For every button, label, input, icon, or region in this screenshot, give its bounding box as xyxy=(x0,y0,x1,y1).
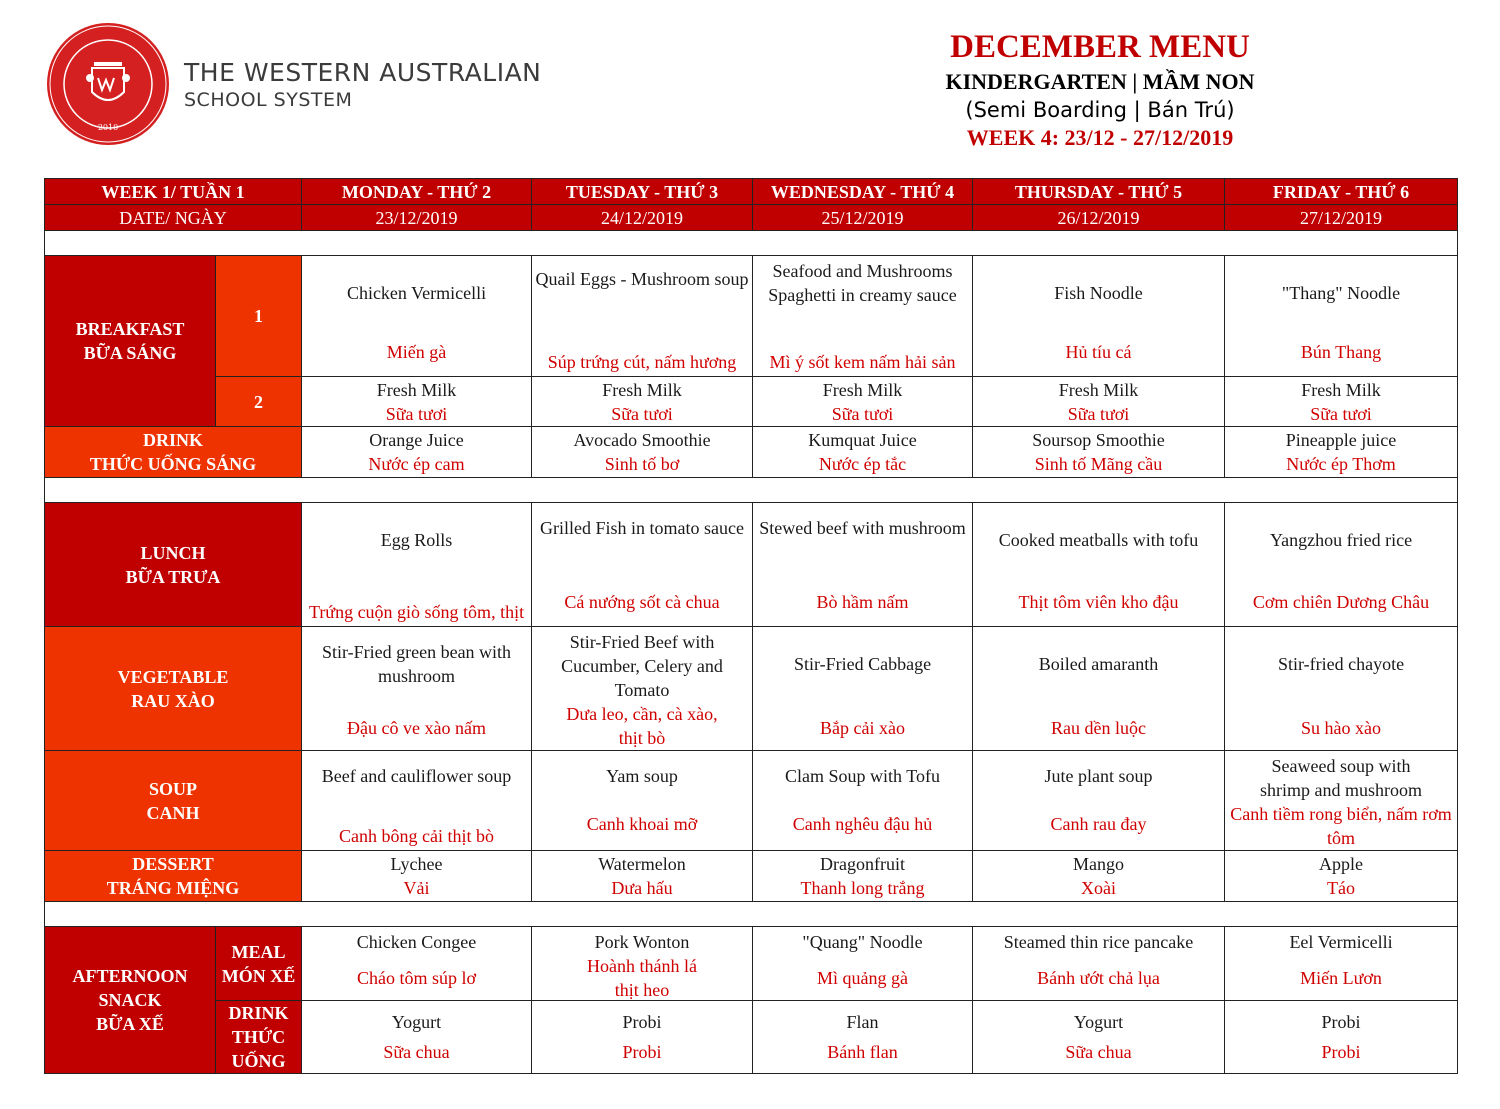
dish-en: Yam soup xyxy=(606,765,678,786)
menu-cell xyxy=(302,427,532,478)
dish-vi: Canh bông cải thịt bò xyxy=(339,825,494,846)
menu-cell xyxy=(302,256,532,377)
menu-cell xyxy=(753,377,973,427)
dish-en: Soursop Smoothie xyxy=(1032,430,1165,450)
drink-label xyxy=(45,427,302,478)
snack-drink-label-line3: UỐNG xyxy=(231,1051,286,1071)
menu-cell xyxy=(1225,503,1458,627)
dish-vi: Su hào xào xyxy=(1301,717,1382,738)
menu-cell xyxy=(302,627,532,751)
menu-cell xyxy=(532,503,753,627)
drink-label-en: DRINK xyxy=(143,430,204,450)
day-date: 25/12/2019 xyxy=(753,205,973,231)
menu-cell xyxy=(753,503,973,627)
dish-en: Chicken Congee xyxy=(356,931,477,952)
menu-cell xyxy=(973,1001,1225,1074)
school-name-line2: SCHOOL SYSTEM xyxy=(184,89,353,111)
menu-cell xyxy=(302,1001,532,1074)
breakfast-sub-2: 2 xyxy=(216,377,302,427)
dish-en: Dragonfruit xyxy=(820,854,905,874)
dish-vi: Sữa chua xyxy=(1065,1042,1132,1062)
snack-meal-label xyxy=(216,927,302,1001)
dessert-label-vi: TRÁNG MIỆNG xyxy=(106,878,240,898)
menu-cell xyxy=(973,427,1225,478)
breakfast-row-2 xyxy=(45,377,1458,427)
dish-en: Yogurt xyxy=(391,1012,442,1032)
dish-vi: Cháo tôm súp lơ xyxy=(357,967,477,988)
menu-cell xyxy=(973,256,1225,377)
day-date: 24/12/2019 xyxy=(532,205,753,231)
dish-en: Jute plant soup xyxy=(1044,765,1153,786)
dish-vi: Bún Thang xyxy=(1300,341,1382,362)
lunch-row xyxy=(45,503,1458,627)
snack-drink-label xyxy=(216,1001,302,1074)
menu-cell xyxy=(532,927,753,1001)
date-label: DATE/ NGÀY xyxy=(45,205,302,231)
menu-table xyxy=(44,178,1458,1074)
menu-cell xyxy=(302,503,532,627)
vegetable-label xyxy=(45,627,302,751)
menu-cell xyxy=(973,377,1225,427)
dish-en: Beef and cauliflower soup xyxy=(321,765,512,786)
dish-vi: Rau dền luộc xyxy=(1051,717,1146,738)
dish-vi: Sữa tươi xyxy=(385,403,448,424)
dish-en: Cooked meatballs with tofu xyxy=(998,529,1199,550)
school-name-line1: THE WESTERN AUSTRALIAN xyxy=(184,58,542,87)
day-header: MONDAY - THỨ 2 xyxy=(302,179,532,205)
dish-vi: Sữa chua xyxy=(383,1042,450,1062)
dish-vi: Miến Lươn xyxy=(1300,967,1382,988)
menu-cell xyxy=(1225,256,1458,377)
snack-drink-row xyxy=(45,1001,1458,1074)
menu-cell xyxy=(1225,627,1458,751)
dish-vi: Trứng cuộn giò sống tôm, thịt xyxy=(308,601,525,622)
dish-vi: Sinh tố bơ xyxy=(604,454,680,474)
dish-en: Yangzhou fried rice xyxy=(1269,529,1413,550)
dish-vi: Thanh long trắng xyxy=(800,878,925,898)
spacer-cell xyxy=(45,902,1458,927)
menu-cell xyxy=(532,377,753,427)
menu-cell xyxy=(753,427,973,478)
lunch-label-en: LUNCH xyxy=(140,542,206,563)
menu-cell xyxy=(753,927,973,1001)
soup-label-en: SOUP xyxy=(149,778,198,799)
snack-drink-label-line1: DRINK xyxy=(228,1003,289,1023)
snack-meal-label-en: MEAL xyxy=(231,941,286,962)
soup-row xyxy=(45,751,1458,851)
dish-en: "Quang" Noodle xyxy=(802,931,923,952)
menu-cell xyxy=(302,751,532,851)
dish-en: Stir-Fried Cabbage xyxy=(793,653,932,674)
snack-drink-label-line2: THỨC xyxy=(231,1027,286,1047)
dish-vi: Mì ý sốt kem nấm hải sản xyxy=(769,351,956,372)
dish-vi: Canh nghêu đậu hủ xyxy=(792,813,933,834)
dish-en: Fresh Milk xyxy=(1058,379,1139,400)
dish-vi: Sữa tươi xyxy=(611,403,673,424)
vegetable-row xyxy=(45,627,1458,751)
dish-vi: Súp trứng cút, nấm hương xyxy=(547,351,737,372)
dish-vi: Cơm chiên Dương Châu xyxy=(1252,591,1430,612)
dish-vi: Probi xyxy=(622,1042,662,1062)
boarding-label: (Semi Boarding | Bán Trú) xyxy=(965,98,1235,122)
dish-en: Fresh Milk xyxy=(822,379,903,400)
dish-en: Avocado Smoothie xyxy=(573,430,711,450)
dish-en: Fresh Milk xyxy=(376,379,457,400)
menu-cell xyxy=(973,751,1225,851)
dish-vi: Sữa tươi xyxy=(1067,403,1130,424)
menu-cell xyxy=(532,427,753,478)
menu-cell xyxy=(753,256,973,377)
week-label: WEEK 1/ TUẦN 1 xyxy=(45,179,302,205)
header-row-dates xyxy=(45,205,1458,231)
menu-cell xyxy=(753,751,973,851)
menu-cell xyxy=(1225,427,1458,478)
dish-en: Pineapple juice xyxy=(1285,430,1397,450)
spacer-row xyxy=(45,231,1458,256)
dish-en: Stir-Fried green bean with mushroom xyxy=(321,641,512,686)
menu-cell xyxy=(753,627,973,751)
dessert-label-en: DESSERT xyxy=(132,854,214,874)
dish-en: Probi xyxy=(1321,1012,1361,1032)
header-row-days xyxy=(45,179,1458,205)
dish-vi: Nước ép tắc xyxy=(818,454,907,474)
dish-vi: Bò hầm nấm xyxy=(816,591,909,612)
dish-en: Clam Soup with Tofu xyxy=(785,765,940,786)
dish-en: Stir-Fried Beef with Cucumber, Celery and Tomato xyxy=(561,631,723,700)
dish-en: Watermelon xyxy=(598,854,686,874)
dish-vi: Canh rau đay xyxy=(1050,813,1147,834)
dish-vi: Dưa leo, cần, cà xào, thịt bò xyxy=(566,703,718,748)
dish-vi: Sữa tươi xyxy=(1310,403,1372,424)
dish-en: Apple xyxy=(1319,854,1364,874)
dish-en: Mango xyxy=(1073,854,1125,874)
lunch-label-vi: BỮA TRƯA xyxy=(125,566,221,587)
soup-label-vi: CANH xyxy=(146,802,200,823)
dish-vi: Canh tiềm rong biển, nấm rơm tôm xyxy=(1230,803,1452,848)
dish-en: Steamed thin rice pancake xyxy=(1003,931,1194,952)
dish-vi: Bánh ướt chả lụa xyxy=(1037,967,1160,988)
menu-cell xyxy=(1225,751,1458,851)
page-header xyxy=(0,0,1500,170)
snack-label-line2: SNACK xyxy=(98,990,162,1010)
breakfast-label-en: BREAKFAST xyxy=(75,319,185,339)
breakfast-row-1 xyxy=(45,256,1458,377)
snack-meal-row xyxy=(45,927,1458,1001)
menu-cell xyxy=(753,1001,973,1074)
day-date: 23/12/2019 xyxy=(302,205,532,231)
dish-en: Fresh Milk xyxy=(602,379,682,400)
dish-vi: Hoành thánh lá thịt heo xyxy=(587,955,697,1000)
menu-cell xyxy=(1225,377,1458,427)
dish-en: Flan xyxy=(846,1012,879,1032)
dish-en: Pork Wonton xyxy=(594,931,690,952)
snack-label-line1: AFTERNOON xyxy=(72,966,188,986)
dish-vi: Đậu cô ve xào nấm xyxy=(347,717,486,738)
dish-en: Grilled Fish in tomato sauce xyxy=(540,517,744,538)
dish-vi: Táo xyxy=(1327,878,1355,898)
drink-row xyxy=(45,427,1458,478)
dish-vi: Probi xyxy=(1321,1042,1361,1062)
day-header: THURSDAY - THỨ 5 xyxy=(973,179,1225,205)
dish-vi: Nước ép Thơm xyxy=(1286,454,1396,474)
week-range: WEEK 4: 23/12 - 27/12/2019 xyxy=(966,125,1234,150)
snack-label xyxy=(45,927,216,1074)
spacer-cell xyxy=(45,478,1458,503)
dessert-row xyxy=(45,851,1458,902)
menu-cell xyxy=(302,927,532,1001)
dish-en: Stir-fried chayote xyxy=(1277,653,1405,674)
snack-meal-label-vi: MÓN XẾ xyxy=(221,965,296,986)
snack-label-line3: BỮA XẾ xyxy=(96,1014,164,1034)
svg-text:2010: 2010 xyxy=(97,123,119,132)
menu-cell xyxy=(1225,927,1458,1001)
dessert-label xyxy=(45,851,302,902)
dish-en: "Thang" Noodle xyxy=(1281,282,1401,303)
vegetable-label-en: VEGETABLE xyxy=(117,666,229,687)
dish-en: Chicken Vermicelli xyxy=(346,282,487,303)
dish-vi: Dưa hấu xyxy=(611,878,673,898)
spacer-row xyxy=(45,478,1458,503)
menu-cell xyxy=(973,851,1225,902)
dish-vi: Vải xyxy=(403,878,430,898)
dish-en: Quail Eggs - Mushroom soup xyxy=(535,268,749,289)
menu-cell xyxy=(532,256,753,377)
menu-cell xyxy=(532,1001,753,1074)
level-label: KINDERGARTEN | MẦM NON xyxy=(945,69,1255,94)
breakfast-label xyxy=(45,256,216,427)
lunch-label xyxy=(45,503,302,627)
dish-vi: Hủ tíu cá xyxy=(1065,341,1132,362)
menu-cell xyxy=(973,927,1225,1001)
breakfast-label-vi: BỮA SÁNG xyxy=(83,343,177,363)
menu-cell xyxy=(753,851,973,902)
dish-en: Fresh Milk xyxy=(1301,379,1381,400)
dish-en: Yogurt xyxy=(1073,1012,1124,1032)
day-date: 27/12/2019 xyxy=(1225,205,1458,231)
menu-title: DECEMBER MENU xyxy=(950,29,1250,65)
menu-cell xyxy=(302,377,532,427)
dish-en: Egg Rolls xyxy=(380,529,453,550)
dish-vi: Bắp cải xào xyxy=(820,717,905,738)
menu-cell xyxy=(1225,851,1458,902)
dish-en: Seafood and Mushrooms Spaghetti in creamy sauce xyxy=(768,260,957,305)
school-name xyxy=(184,58,541,112)
day-header: WEDNESDAY - THỨ 4 xyxy=(753,179,973,205)
day-header: TUESDAY - THỨ 3 xyxy=(532,179,753,205)
dish-vi: Sữa tươi xyxy=(831,403,894,424)
menu-cell xyxy=(532,627,753,751)
menu-cell xyxy=(302,851,532,902)
dish-en: Boiled amaranth xyxy=(1038,653,1159,674)
dish-vi: Mì quảng gà xyxy=(817,967,908,988)
dish-vi: Canh khoai mỡ xyxy=(586,813,698,834)
dish-vi: Sinh tố Mãng cầu xyxy=(1034,454,1163,474)
soup-label xyxy=(45,751,302,851)
menu-cell xyxy=(1225,1001,1458,1074)
spacer-cell xyxy=(45,231,1458,256)
dish-en: Kumquat Juice xyxy=(808,430,917,450)
menu-cell xyxy=(973,503,1225,627)
dish-vi: Bánh flan xyxy=(827,1042,898,1062)
dish-vi: Miến gà xyxy=(386,341,447,362)
dish-en: Stewed beef with mushroom xyxy=(759,517,966,538)
dish-en: Eel Vermicelli xyxy=(1289,931,1393,952)
dish-en: Seaweed soup with shrimp and mushroom xyxy=(1260,755,1423,800)
dish-en: Probi xyxy=(622,1012,662,1032)
drink-label-vi: THỨC UỐNG SÁNG xyxy=(89,454,257,474)
dish-en: Lychee xyxy=(390,854,443,874)
menu-cell xyxy=(532,851,753,902)
menu-cell xyxy=(532,751,753,851)
day-header: FRIDAY - THỨ 6 xyxy=(1225,179,1458,205)
day-date: 26/12/2019 xyxy=(973,205,1225,231)
dish-vi: Nước ép cam xyxy=(368,454,465,474)
dish-vi: Xoài xyxy=(1081,878,1117,898)
dish-en: Fish Noodle xyxy=(1054,282,1143,303)
school-seal-logo xyxy=(46,22,170,146)
vegetable-label-vi: RAU XÀO xyxy=(131,690,215,711)
dish-en: Orange Juice xyxy=(369,430,464,450)
menu-cell xyxy=(973,627,1225,751)
dish-vi: Thịt tôm viên kho đậu xyxy=(1018,591,1179,612)
menu-title-block xyxy=(760,26,1440,152)
spacer-row xyxy=(45,902,1458,927)
breakfast-sub-1: 1 xyxy=(216,256,302,377)
dish-vi: Cá nướng sốt cà chua xyxy=(564,591,720,612)
